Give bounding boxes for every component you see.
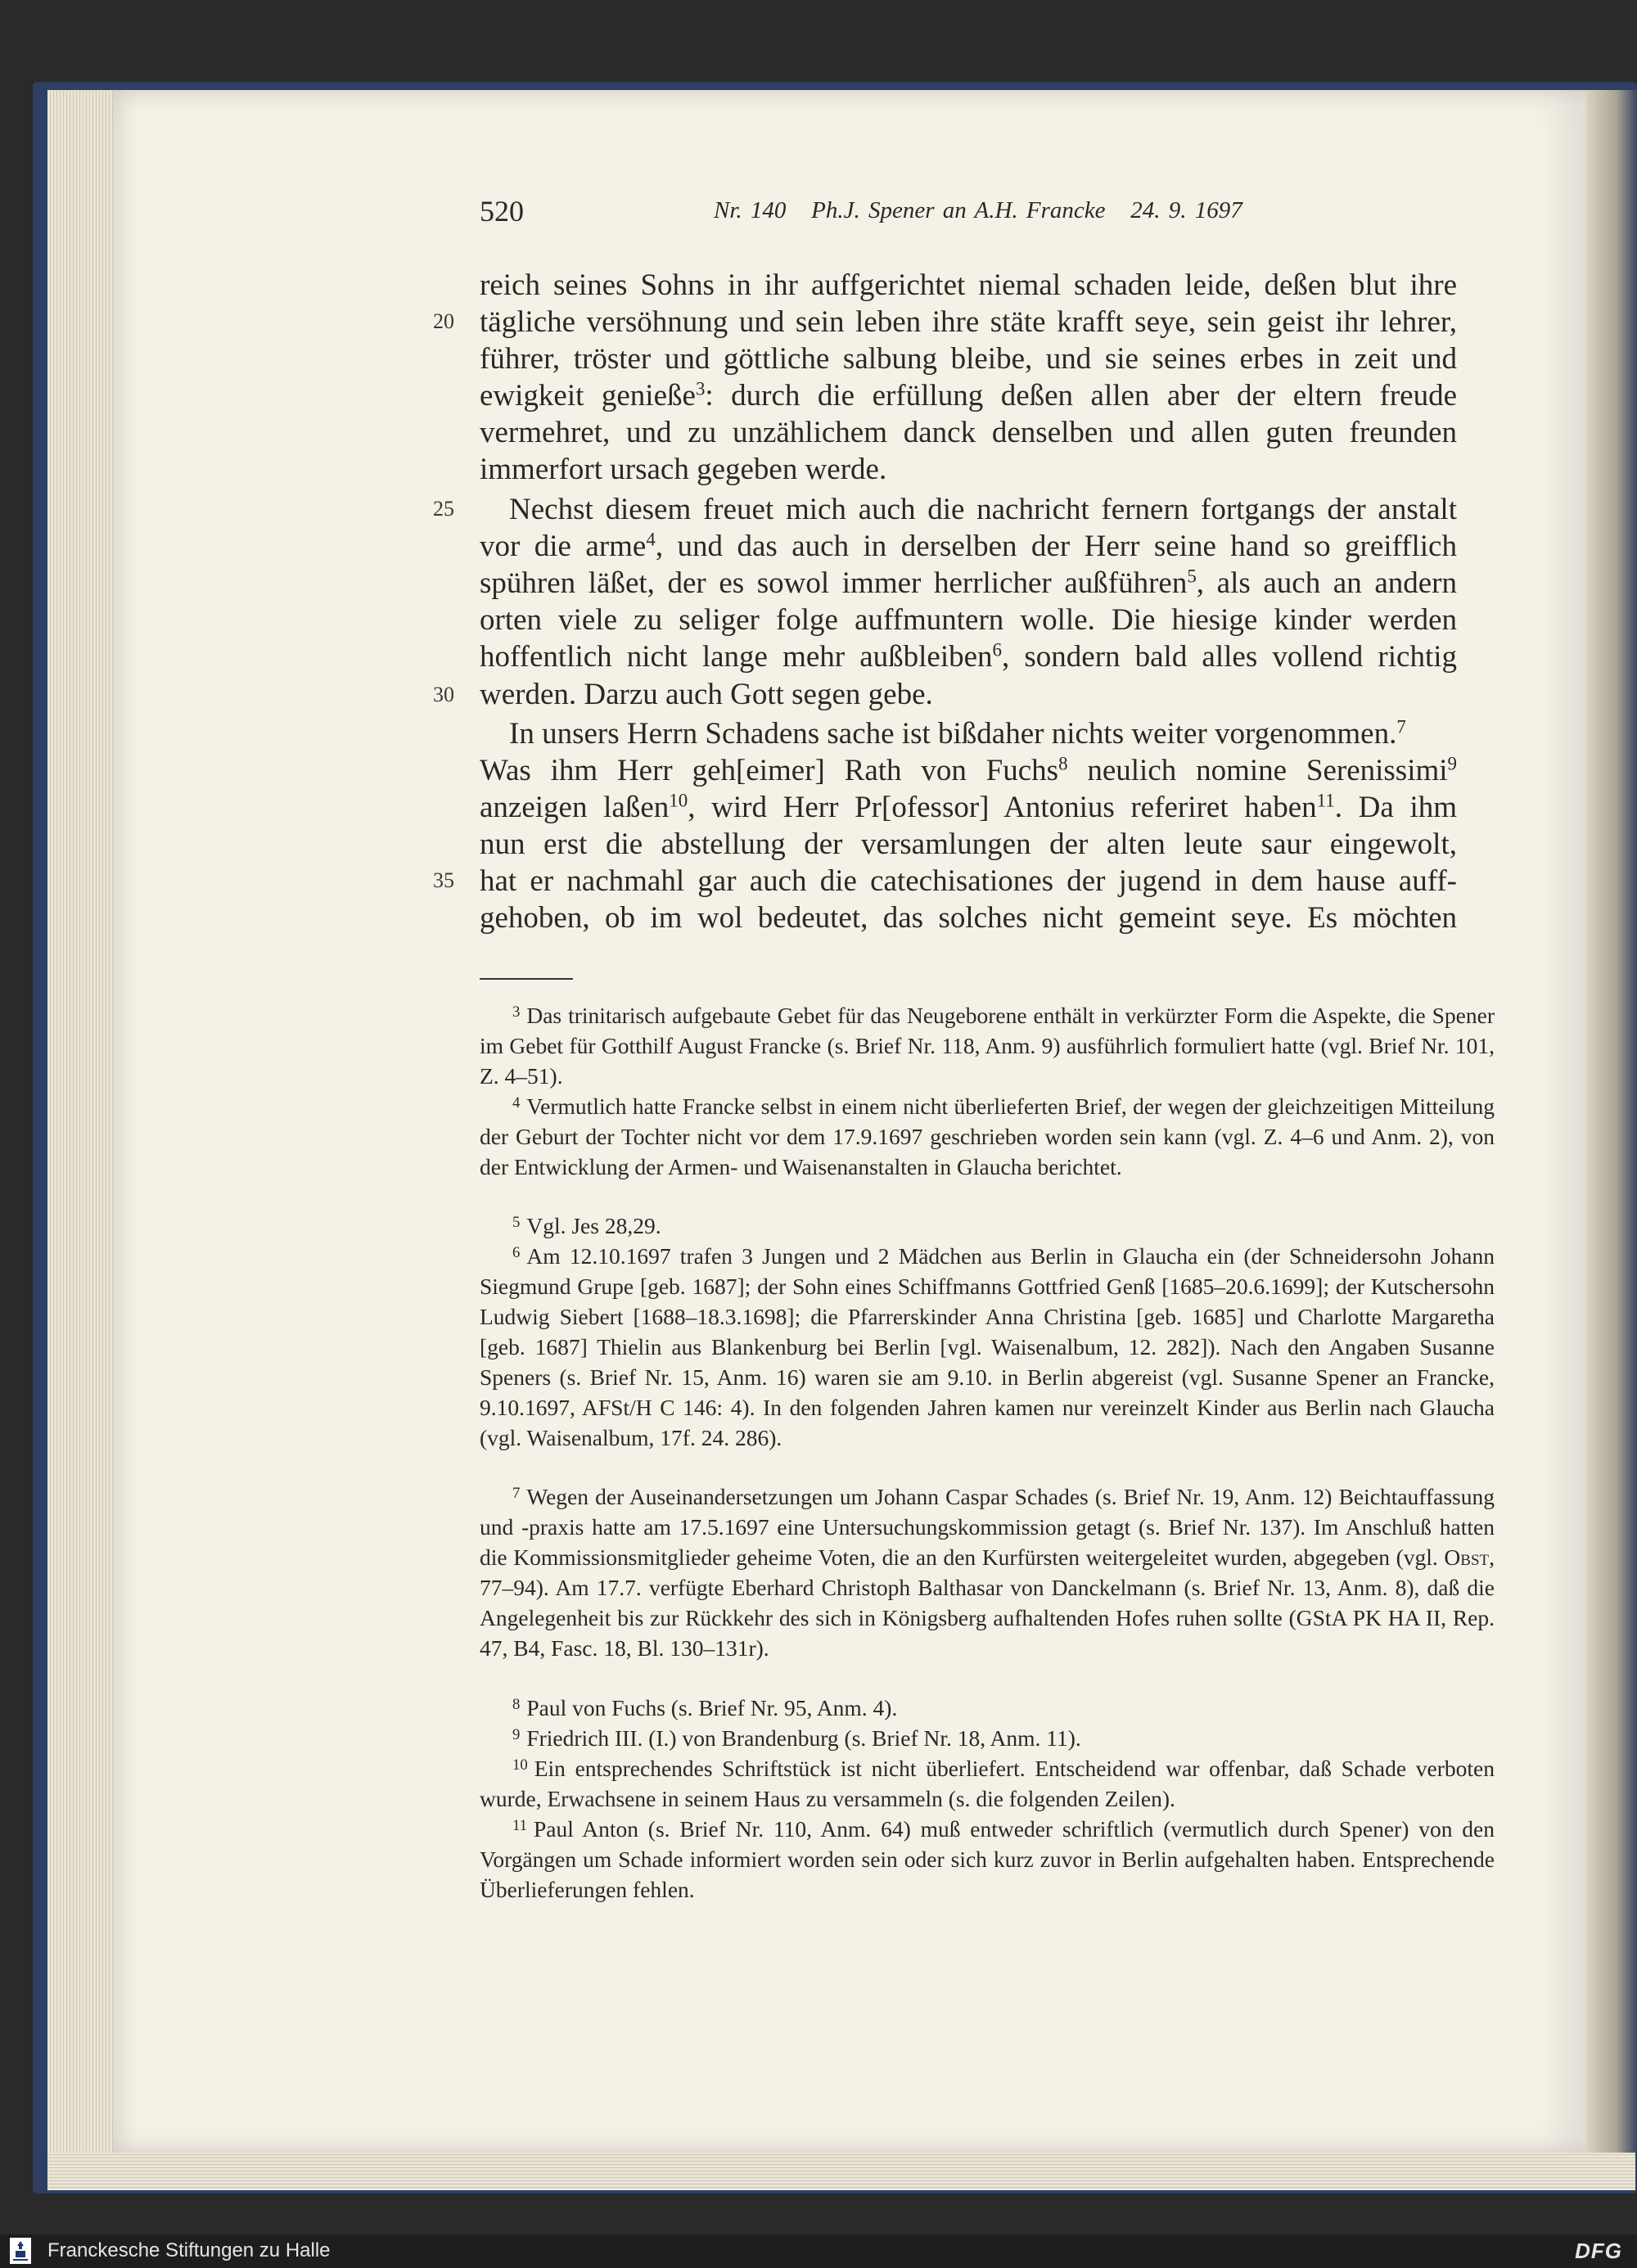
body-line: immerfort ursach gegeben werde. [480, 453, 887, 486]
footnote: $^6$ Am 12.10.1697 trafen 3 Jungen und 2 Mädchen aus Berlin in Glaucha ein (der Schneidersohn Johann Siegmund Grupe [geb. 1687]; der Sohn eines Schiffmanns Gottfried Genß [1685–20.6.1699]; der Kutschersohn Ludwig Siebert [1688–18.3.1698]; die Pfarrerskinder Anna Christina [geb. 1685] und Charlotte Margaretha [geb. 1687] Thielin aus Blankenburg bei Berlin [vgl. Waisenalbum, 12. 282]). Nach den Angaben Susanne Speners (s. Brief Nr. 15, Anm. 16) waren sie am 9.10. in Berlin abgereist (vgl. Susanne Spener an Francke, 9.10.1697, AFSt/H C 146: 4). In den folgenden Jahren kamen nur vereinzelt Kinder aus Berlin nach Glaucha (vgl. Waisenalbum, 17f. 24. 286). [480, 1243, 1495, 1450]
body-line: vermehret, und zu unzählichem danck denselben und allen guten freunden [480, 416, 1457, 449]
institution-name: Franckesche Stiftungen zu Halle [47, 2239, 331, 2261]
footnote: $^8$ Paul von Fuchs (s. Brief Nr. 95, Anm. 4). [512, 1695, 898, 1720]
page-number: 520 [480, 195, 524, 228]
line-number: 35 [433, 868, 454, 892]
body-line: tägliche versöhnung und sein leben ihre stäte krafft seye, sein geist ihr lehrer, [480, 305, 1457, 339]
line-number: 20 [433, 309, 454, 333]
footnote: $^7$ Wegen der Auseinandersetzungen um Johann Caspar Schades (s. Brief Nr. 19, Anm. 12) Beichtauffassung und -praxis hatte am 17.5.1697 eine Untersuchungskommission getagt (s. Brief Nr. 137). Im Anschluß hatten die Kommissionsmitglieder geheime Voten, die an den Kurfürsten weitergeleitet wurden, abgegeben (vgl. Obst, 77–94). Am 17.7. verfügte Eberhard Christoph Balthasar von Danckelmann (s. Brief Nr. 13, Anm. 8), daß die Angelegenheit bis zur Rückkehr des sich in Königsberg aufhaltenden Hofes ruhen sollte (GStA PK HA II, Rep. 47, B4, Fasc. 18, Bl. 130–131r). [480, 1484, 1495, 1661]
body-line: hat er nachmahl gar auch die catechisationes der jugend in dem hause auff- [480, 864, 1457, 898]
body-line: führer, tröster und göttliche salbung bleibe, und sie seines erbes in zeit und [480, 342, 1457, 376]
body-line: ewigkeit genieße$^3$: durch die erfüllung deßen allen aber der eltern freude [480, 378, 1457, 413]
body-line: gehoben, ob im wol bedeutet, das solches nicht gemeint seye. Es möchten [480, 901, 1457, 935]
footnote: $^4$ Vermutlich hatte Francke selbst in einem nicht überlieferten Brief, der wegen der gleichzeitigen Mitteilung der Geburt der Tochter nicht vor dem 17.9.1697 geschrieben worden sein kann (vgl. Z. 4–6 und Anm. 2), von der Entwicklung der Armen- und Waisenanstalten in Glaucha berichtet. [480, 1093, 1495, 1179]
body-line: hoffentlich nicht lange mehr außbleiben$^6$, sondern bald alles vollend richtig [480, 639, 1457, 674]
running-head [480, 194, 1326, 235]
body-line: Was ihm Herr geh[eimer] Rath von Fuchs$^8$ neulich nomine Serenissimi$^9$ [480, 753, 1457, 787]
footnote-separator [480, 978, 573, 980]
body-line: anzeigen laßen$^{10}$, wird Herr Pr[ofessor] Antonius referiret haben$^{11}$. Da ihm [480, 790, 1458, 824]
footnote: $^{10}$ Ein entsprechendes Schriftstück ist nicht überliefert. Entscheidend war offenbar, daß Schade verboten wurde, Erwachsene in seinem Haus zu versammeln (s. die folgenden Zeilen). [480, 1756, 1495, 1811]
footnote: $^9$ Friedrich III. (I.) von Brandenburg (s. Brief Nr. 18, Anm. 11). [512, 1725, 1081, 1751]
body-line: In unsers Herrn Schadens sache ist bißdaher nichts weiter vorgenommen.$^7$ [509, 716, 1406, 751]
body-line: reich seines Sohns in ihr auffgerichtet niemal schaden leide, deßen blut ihre [480, 268, 1457, 302]
body-line: werden. Darzu auch Gott segen gebe. [480, 678, 933, 711]
body-line: orten viele zu seliger folge auffmuntern wolle. Die hiesige kinder werden [480, 603, 1457, 637]
page-edges [47, 90, 113, 2185]
body-line: vor die arme$^4$, und das auch in derselben der Herr seine hand so greifflich [480, 529, 1457, 563]
line-number: 30 [433, 683, 454, 706]
body-line: Nechst diesem freuet mich auch die nachricht fernern fortgangs der anstalt [509, 493, 1457, 526]
institution-logo-icon [10, 2238, 31, 2264]
header-title: Nr. 140 Ph.J. Spener an A.H. Francke 24. 9. 1697 [714, 197, 1242, 223]
body-line: spühren läßet, der es sowol immer herrlicher außführen$^5$, als auch an andern [480, 566, 1457, 600]
line-number: 25 [433, 497, 454, 521]
footnote: $^{11}$ Paul Anton (s. Brief Nr. 110, Anm. 64) muß entweder schriftlich (vermutlich durch Spener) von den Vorgängen um Schade informiert worden sein oder sich kurz zuvor in Berlin aufgehalten haben. Entsprechende Überlieferungen fehlen. [480, 1816, 1495, 1902]
dfg-logo: DFG [1575, 2239, 1622, 2263]
footnote: $^5$ Vgl. Jes 28,29. [512, 1213, 661, 1238]
body-line: nun erst die abstellung der versamlungen der alten leute saur eingewolt, [480, 827, 1457, 861]
viewer-footer-bar [0, 2234, 1637, 2268]
book-spine-edge [1586, 90, 1637, 2153]
page-bottom-edges [47, 2153, 1635, 2190]
footnote: $^3$ Das trinitarisch aufgebaute Gebet für das Neugeborene enthält in verkürzter Form die Aspekte, die Spener im Gebet für Gotthilf August Francke (s. Brief Nr. 118, Anm. 9) ausführlich formuliert hatte (vgl. Brief Nr. 101, Z. 4–51). [480, 1003, 1495, 1089]
